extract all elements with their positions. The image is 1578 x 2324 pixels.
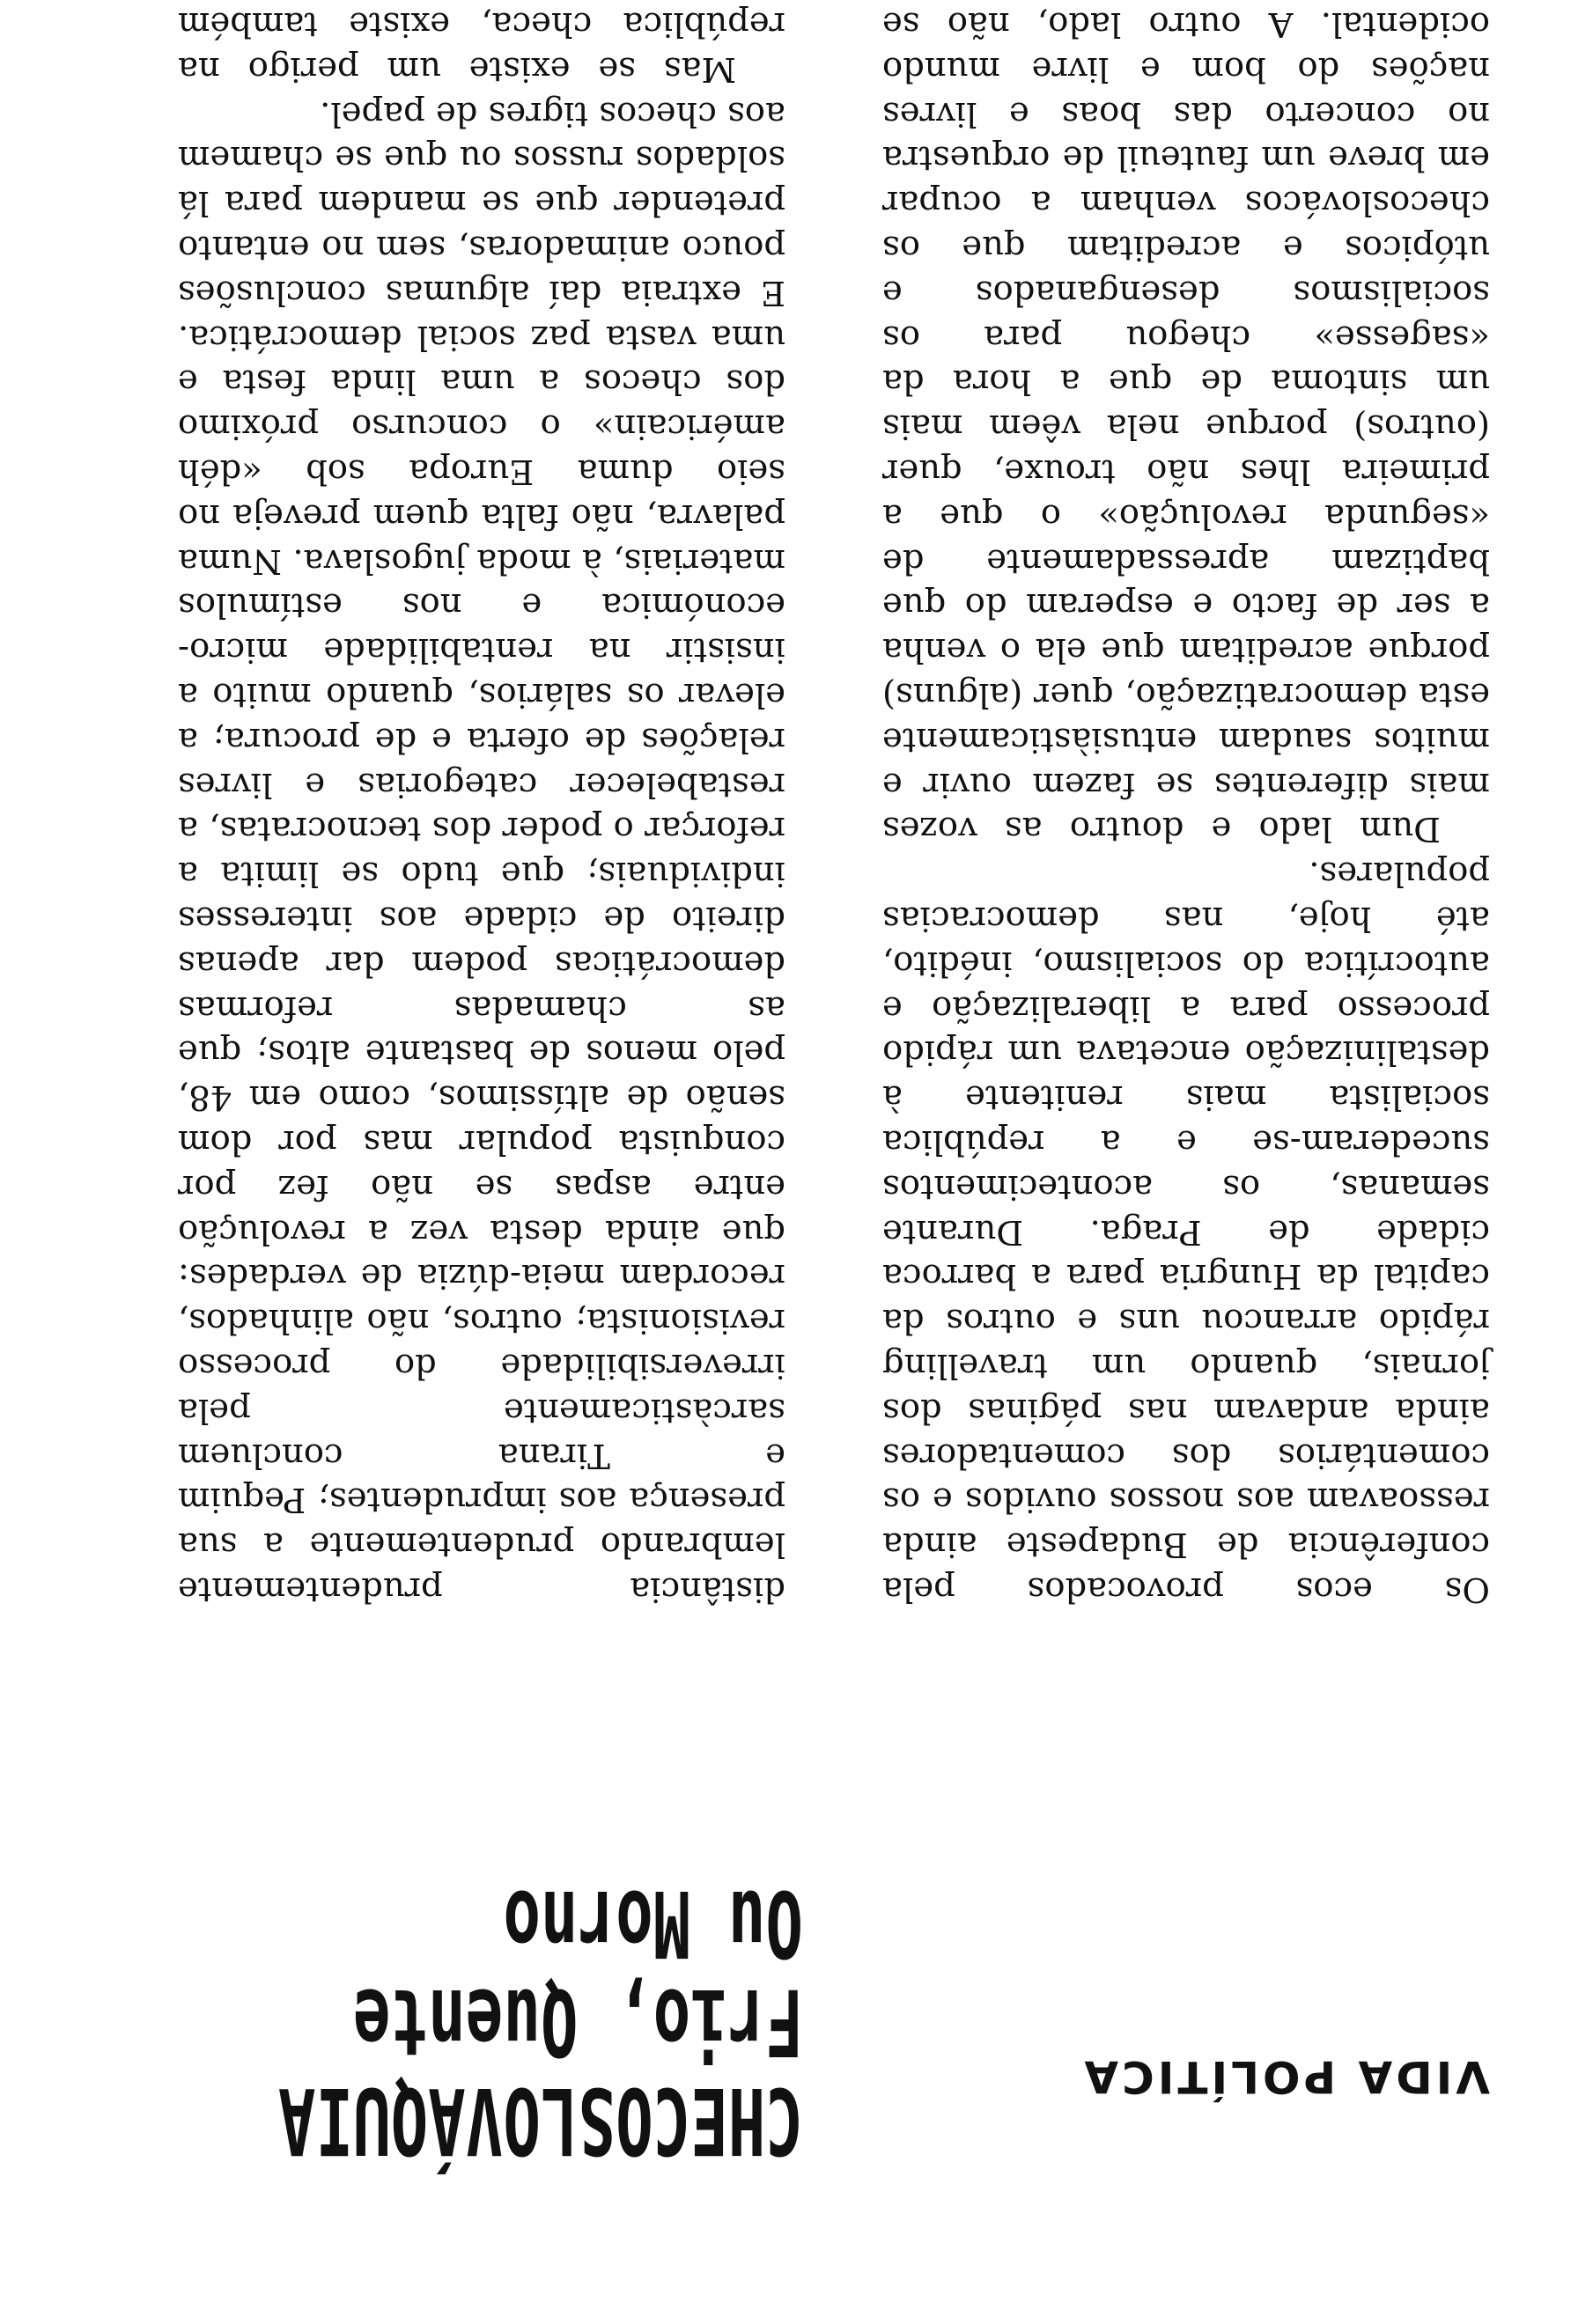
headline-subtitle-line-2: Ou Morno <box>503 1870 803 1977</box>
article-column-left <box>882 0 1490 1611</box>
headline-main: CHECOSLOVÁQUIA <box>277 2067 803 2174</box>
paragraph: distância prudentemente lembrando prudentemente a sua presença aos imprudentes; Pequim e Tirana concluem sarcàsticamente pela irreversibilidade do processo revisionista; outros, não alinhados, recordam meia-dúzia de verdades: que ainda desta vez a revolução entre aspas se não fez por conquista popular mas por dom senão de altíssimos, como em 48, pelo menos de bastante altos; que as chamadas reformas democráticas podem dar apenas direito de cidade aos interesses individuais; que tudo se limita a reforçar o poder dos tecnocratas, a restabelecer categorias e livres relações de oferta e de procura; a elevar os salários, quando muito a insistir na rentabilidade micro-económica e nos estímulos materiais, à moda jugoslava. Numa palavra, não falta quem preveja no seio duma Europa sob «déh américain» o concurso próximo dos checos a uma linda festa e uma vasta paz social democrática. E extraia daí algumas conclusões pouco animadoras, sem no entanto pretender que se mandem para lá soldados russos ou que se chamem aos checos tigres de papel. <box>178 93 785 1609</box>
headline-subtitle-line-1: Frio, Quente <box>353 1968 803 2076</box>
paragraph: Mas se existe um perigo na república checa, existe também <box>178 4 785 89</box>
article-headline <box>277 1870 803 2174</box>
section-label: VIDA POLÍTICA <box>1080 2051 1490 2102</box>
paragraph: Os ecos provocados pela conferência de Budapeste ainda ressoavam aos nossos ouvidos e os comentários dos comentadores ainda andavam nas páginas dos jornais, quando um travelling rápido arrancou uns e outros da capital da Hungria para a barroca cidade de Praga. Durante semanas, os acontecimentos sucederam-se e a república socialista mais renitente à destalinização encetava um rápido processo para a liberalização e autocrítica do socialismo, inédito, até hoje, nas democracias populares. <box>882 854 1490 1609</box>
paragraph: Dum lado e doutro as vozes mais diferentes se fazem ouvir e muitos saudam entusiàsticamente esta democratização, quer (alguns) porque acreditam que ela o venha a ser de facto e esperam do que baptizam apressadamente de «segunda revolução» o que a primeira lhes não trouxe, quer (outros) porque nela vêem mais um sintoma de que a hora da «sagesse» chegou para os socialismos desenganados e utópicos e acreditam que os checoslovácos venham a ocupar em breve um fauteuil de orquestra no concerto das boas e livres nações do bom e livre mundo ocidental. A outro lado, não se <box>882 4 1490 849</box>
article-column-right <box>178 0 785 1611</box>
